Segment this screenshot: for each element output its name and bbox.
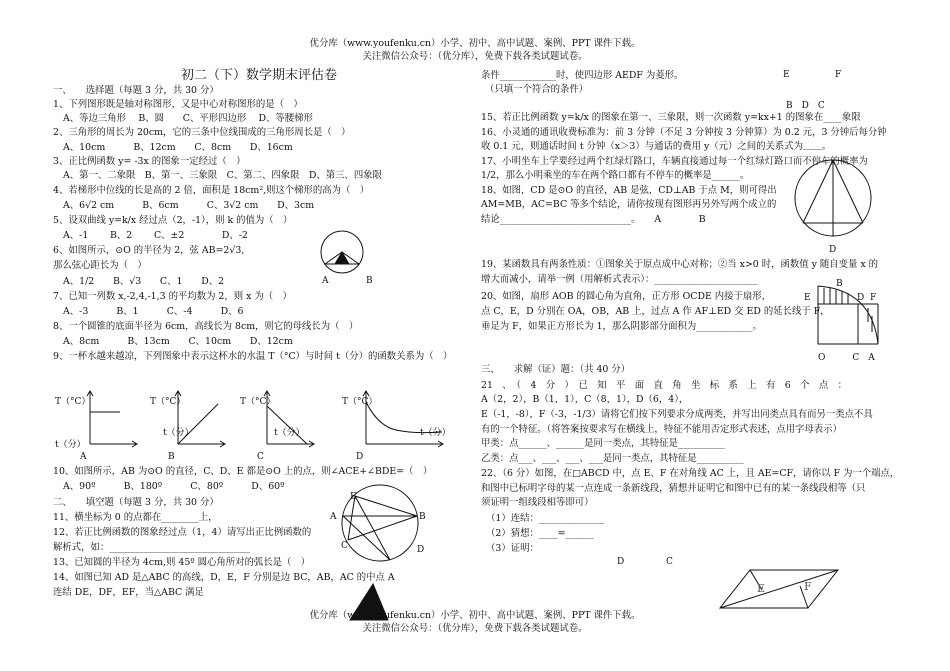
question-2-options: A、10cm B、12cm C、8cm D、16cm [63, 142, 293, 153]
question-22-continued-2: 须证明一组线段相等即可） [481, 497, 594, 508]
question-15: 15、若正比例函数 y=k/x 的图象在第一、三象限，则一次函数 y=kx+1 的图象在____象限 [481, 112, 861, 123]
question-22: 22、（6 分）如图，在□ABCD 中，点 E、F 在对角线 AC 上，且 AE=CF，请你以 F 为一个端点， [481, 468, 900, 479]
question-14-condition: 条件____________时，使四边形 AEDF 为菱形。 [481, 70, 684, 81]
question-3-options: A、第一、二象限 B、第一、三象限 C、第二、四象限 D、第三、四象限 [63, 170, 382, 181]
question-22-label-c: C [666, 557, 673, 567]
graph-c [257, 388, 317, 448]
question-18-continued: AM=MB，AC=BC 等多个结论，请你按现有图形再另外写两个成立的 [481, 199, 777, 210]
graph-a-label: A [80, 452, 87, 462]
graph-c-axis-t-label: T（°C） [240, 397, 276, 407]
question-6-label-a: A [322, 276, 329, 286]
question-10-circle-figure [335, 478, 425, 568]
question-18: 18、如图，CD 是⊙O 的直径，AB 是弦，CD⊥AB 于点 M，则可得出 [481, 185, 777, 196]
question-22-step-2: （2）猜想：____=______ [486, 528, 594, 539]
graph-b [168, 388, 228, 448]
question-8: 8、一个圆锥的底面半径为 6cm，高线长为 8cm，则它的母线长为（ ） [53, 321, 359, 332]
question-10-options: A、90º B、180º C、80º D、60º [63, 481, 285, 492]
section-1-heading: 一、 选择题（每题 3 分，共 30 分） [53, 85, 219, 96]
question-22-label-f: F [804, 580, 812, 593]
question-21-instructions: E（-1，-8），F（-3，-1/3）请将它们按下列要求分成两类，并写出同类点具有而另一类点不具 [481, 409, 873, 420]
question-2: 2、三角形的周长为 20cm，它的三条中位线围成的三角形周长是（ ） [53, 127, 351, 138]
footer-line-1: 优分库（www.youfenku.cn）小学、初中、高中试题、案例、PPT 课件下载。 [309, 610, 641, 621]
question-22-step-3: （3）证明： [486, 543, 539, 554]
question-13: 13、已知圆的半径为 4cm,则 45º 圆心角所对的弧长是（ ） [53, 557, 311, 568]
question-6-continued: 那么弦心距长为（ ） [53, 260, 147, 271]
question-10-label-e: E [350, 492, 357, 502]
question-18-label-d: D [829, 245, 837, 255]
graph-b-axis-time-label: t（分） [163, 428, 194, 438]
graph-b-label: B [168, 452, 175, 462]
question-21-points: A（2，2），B（1，1），C（8，1），D（6，4）， [481, 394, 689, 405]
question-11: 11、横坐标为 0 的点都在________上， [53, 512, 218, 523]
question-20: 20、如图，扇形 AOB 的圆心角为直角，正方形 OCDE 内接于扇形， [481, 291, 772, 302]
graph-a [80, 388, 140, 448]
question-5: 5、设双曲线 y=k/x 经过点（2，-1），则 k 的值为（ ） [53, 215, 293, 226]
graph-d [356, 388, 446, 448]
question-4-options: A、6√2 cm B、6cm C、3√2 cm D、3cm [63, 200, 315, 211]
question-6: 6、如图所示，⊙O 的半径为 2，弦 AB=2√3, [53, 245, 245, 256]
exam-title: 初二（下）数学期末评估卷 [181, 68, 338, 83]
graph-d-axis-t-label: T（°C） [342, 397, 378, 407]
question-19: 19、某函数具有两条性质：①图象关于原点成中心对称；②当 x>0 时，函数值 y 随自变量 x 的 [481, 259, 879, 270]
question-5-options: A、-1 B、2 C、±2 D、-2 [63, 230, 248, 241]
question-20-continued: 点 C，E，D 分别在 OA，OB，AB 上，过点 A 作 AF⊥ED 交 ED 的延长线于 F， [481, 306, 830, 317]
question-16-continued: 收 0.1 元，则通话时间 t 分钟（x＞3）与通话的费用 y（元）之间的关系式为＿＿。 [481, 141, 832, 152]
q14-figure-label-bdc: B D C [786, 101, 825, 111]
question-22-parallelogram-figure [720, 566, 840, 612]
question-12-continued: 解析式，如：______________________________ [53, 542, 250, 553]
question-19-continued: 增大而减小，请举一例（用解析式表示）：______________________ [481, 274, 758, 285]
question-8-options: A、8cm B、13cm C、10cm D、12cm [63, 336, 293, 347]
question-10: 10、如图所示，AB 为⊙O 的直径，C、D、E 都是⊙O 上的点，则∠ACE+∠BDE=（ ） [53, 466, 433, 477]
question-10-label-a: A [330, 512, 337, 522]
question-18-circle-figure [795, 148, 875, 248]
question-4: 4、若梯形中位线的长是高的 2 倍，面积是 18cm²,则这个梯形的高为（ ） [53, 185, 370, 196]
question-22-label-d: D [617, 557, 625, 567]
graph-b-axis-t-label: T（°C） [150, 397, 186, 407]
question-6-options: A、1/2 B、√3 C、1 D、2 [63, 276, 225, 287]
question-21-class-a: 甲类：点______、______是同一类点，其特征是__________ [481, 438, 725, 449]
question-20-label-e: E [804, 293, 811, 303]
question-14-hint: （只填一个符合的条件） [485, 84, 589, 95]
section-3-heading: 三、 求解（证）题：（共 40 分） [481, 364, 631, 375]
question-20-label-b: B [836, 279, 843, 289]
question-1: 1、下列图形既是轴对称图形，又是中心对称图形的是（ ） [53, 99, 303, 110]
question-20-label-f: F [870, 293, 877, 303]
question-22-label-e: E [757, 582, 766, 595]
graph-a-axis-t-label: T（°C） [55, 397, 91, 407]
q14-figure-label-e: E [783, 70, 790, 80]
question-20-answer: 垂足为 F，如果正方形长为 1，那么阴影部分面积为____________。 [481, 321, 762, 332]
question-20-label-d: D [857, 293, 865, 303]
question-21-note: 有的一个特征。（将答案按要求写在横线上，特征不能用否定形式表述，点用字母表示） [481, 424, 842, 435]
graph-d-label: D [356, 452, 364, 462]
question-1-options: A、等边三角形 B、圆 C、平形四边形 D、等腰梯形 [63, 113, 313, 124]
question-10-label-c: C [341, 541, 348, 551]
question-10-label-b: B [419, 512, 426, 522]
question-22-step-1: （1）连结：______________ [486, 513, 605, 524]
question-22-continued: 和图中已标明字母的某一点连成一条新线段，猜想并证明它和图中已有的某一条线段相等（只 [481, 483, 866, 494]
header-line-2: 关注微信公众号：（优分库），免费下载各类试题试卷。 [362, 51, 588, 62]
question-14-continued: 连结 DE，DF，EF，当△ABC 满足 [53, 587, 204, 598]
header-line-1: 优分库（www.youfenku.cn）小学、初中、高中试题、案例、PPT 课件下载。 [309, 38, 641, 49]
section-2-heading: 二、 填空题（每题 3 分，共 30 分） [53, 497, 219, 508]
question-6-circle-figure [315, 230, 375, 280]
question-17-continued: 1/2，那么小明乘坐的车在两个路口都有不停车的概率是______。 [481, 170, 750, 181]
question-17: 17、小明坐车上学要经过两个红绿灯路口，车辆直接通过每一个红绿灯路口而不停车的概率为 [481, 156, 868, 167]
question-6-label-b: B [366, 276, 373, 286]
footer-line-2: 关注微信公众号：（优分库），免费下载各类试题试卷。 [362, 623, 588, 634]
question-21-class-b: 乙类：点___、___、___、___是同一类点，其特征是__________ [481, 453, 744, 464]
graph-c-label: C [257, 452, 264, 462]
question-7: 7、已知一列数 x,-2,4,-1,3 的平均数为 2，则 x 为（ ） [53, 291, 292, 302]
question-21: 21 、 （ 4 分 ） 已 知 平 面 直 角 坐 标 系 上 有 6 个 点 ： [481, 380, 848, 391]
question-12: 12、若正比例函数的图象经过点（1，4）请写出正比例函数的 [53, 527, 312, 538]
graph-a-axis-time-label: t（分） [55, 440, 86, 450]
question-9: 9、一杯水越来越凉，下列图象中表示这杯水的水温 T（°C）与时间 t（分）的函数关系为（ ） [53, 351, 453, 362]
question-20-sector-figure [810, 282, 890, 348]
question-20-label-oca: O C A [818, 353, 875, 363]
question-3: 3、正比例函数 y= -3x 的图象一定经过（ ） [53, 156, 246, 167]
q14-figure-label-f: F [835, 70, 842, 80]
question-16: 16、小灵通的通讯收费标准为：前 3 分钟（不足 3 分钟按 3 分钟算）为 0.2 元，3 分钟后每分钟 [481, 127, 887, 138]
question-14: 14、如图已知 AD 是△ABC 的高线，D，E，F 分别是边 BC，AB，AC 的中点 A [53, 572, 395, 583]
graph-d-axis-time-label: t（分） [420, 428, 451, 438]
question-18-answer: 结论____________________________。 A B [481, 214, 706, 225]
graph-c-axis-time-label: t（分） [274, 428, 305, 438]
question-10-label-d: D [417, 545, 425, 555]
question-7-options: A、-3 B、1 C、-4 D、6 [63, 306, 244, 317]
